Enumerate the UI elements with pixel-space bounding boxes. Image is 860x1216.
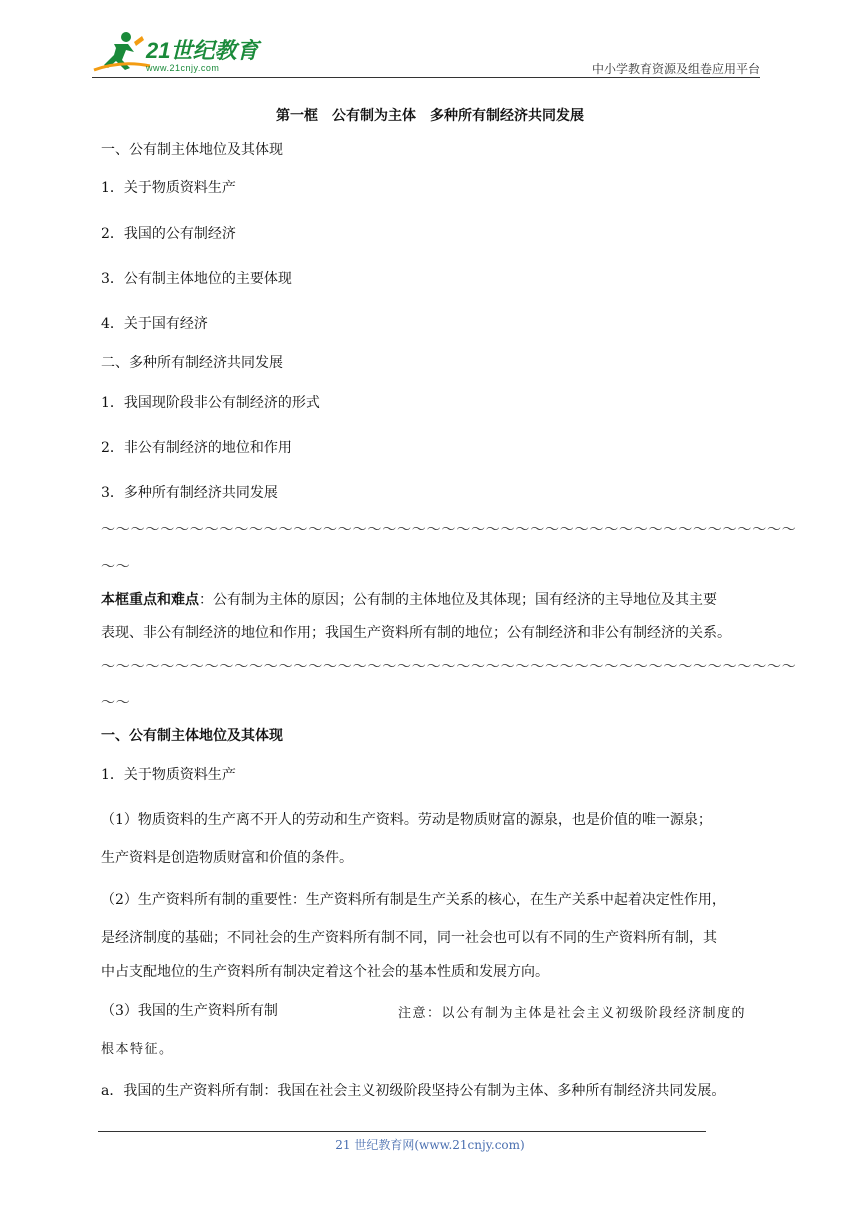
outline-item: 3．公有制主体地位的主要体现 [101, 271, 292, 287]
subsection-heading: 1．关于物质资料生产 [101, 767, 236, 783]
outline-section-2: 二、多种所有制经济共同发展 [101, 355, 283, 371]
paragraph-line: 是经济制度的基础；不同社会的生产资料所有制不同，同一社会也可以有不同的生产资料所有制，其 [101, 930, 717, 946]
header-platform-name: 中小学教育资源及组卷应用平台 [591, 62, 760, 76]
paragraph-line: （3）我国的生产资料所有制 [101, 1003, 278, 1019]
paragraph-line: 生产资料是创造物质财富和价值的条件。 [101, 850, 353, 866]
wave-separator: ～～～～～～～～～～～～～～～～～～～～～～～～～～～～～～～～～～～～～～～～～～～～～～～ [101, 659, 797, 675]
logo-text: 21世纪教育 [146, 38, 259, 63]
paragraph-line: a．我国的生产资料所有制：我国在社会主义初级阶段坚持公有制为主体、多种所有制经济共同发展。 [101, 1083, 726, 1099]
wave-separator: ～～～～～～～～～～～～～～～～～～～～～～～～～～～～～～～～～～～～～～～～～～～～～～～ [101, 522, 797, 538]
key-points-label: 本框重点和难点 [101, 592, 199, 608]
outline-item: 4．关于国有经济 [101, 316, 208, 332]
outline-section-1: 一、公有制主体地位及其体现 [101, 142, 283, 158]
paragraph-line: （2）生产资料所有制的重要性：生产资料所有制是生产关系的核心，在生产关系中起着决定性作用， [101, 892, 726, 908]
section-heading: 一、公有制主体地位及其体现 [101, 728, 283, 744]
outline-item: 3．多种所有制经济共同发展 [101, 485, 278, 501]
note-text-continued: 根本特征。 [101, 1042, 174, 1057]
wave-separator-tail: ～～ [101, 559, 131, 575]
footer-divider [98, 1131, 706, 1132]
logo-url: www.21cnjy.com [146, 63, 220, 73]
key-points-line-2: 表现、非公有制经济的地位和作用；我国生产资料所有制的地位；公有制经济和非公有制经济的关系。 [101, 625, 731, 641]
wave-separator-tail: ～～ [101, 695, 131, 711]
footer-text[interactable]: 21 世纪教育网(www.21cnjy.com) [335, 1138, 525, 1152]
paragraph-line: 中占支配地位的生产资料所有制决定着这个社会的基本性质和发展方向。 [101, 964, 549, 980]
outline-item: 2．非公有制经济的地位和作用 [101, 440, 292, 456]
paragraph-line: （1）物质资料的生产离不开人的劳动和生产资料。劳动是物质财富的源泉，也是价值的唯一源泉； [101, 812, 712, 828]
document-title: 第一框 公有制为主体 多种所有制经济共同发展 [276, 108, 584, 124]
key-points-line-1 [101, 590, 717, 610]
outline-item: 2．我国的公有制经济 [101, 226, 236, 242]
key-points-text: ：公有制为主体的原因；公有制的主体地位及其体现；国有经济的主导地位及其主要 [199, 592, 717, 608]
outline-item: 1．我国现阶段非公有制经济的形式 [101, 395, 320, 411]
site-logo [92, 30, 262, 78]
outline-item: 1．关于物质资料生产 [101, 180, 236, 196]
note-text: 注意：以公有制为主体是社会主义初级阶段经济制度的 [398, 1006, 747, 1021]
page-header [92, 30, 760, 78]
header-divider [92, 77, 760, 78]
